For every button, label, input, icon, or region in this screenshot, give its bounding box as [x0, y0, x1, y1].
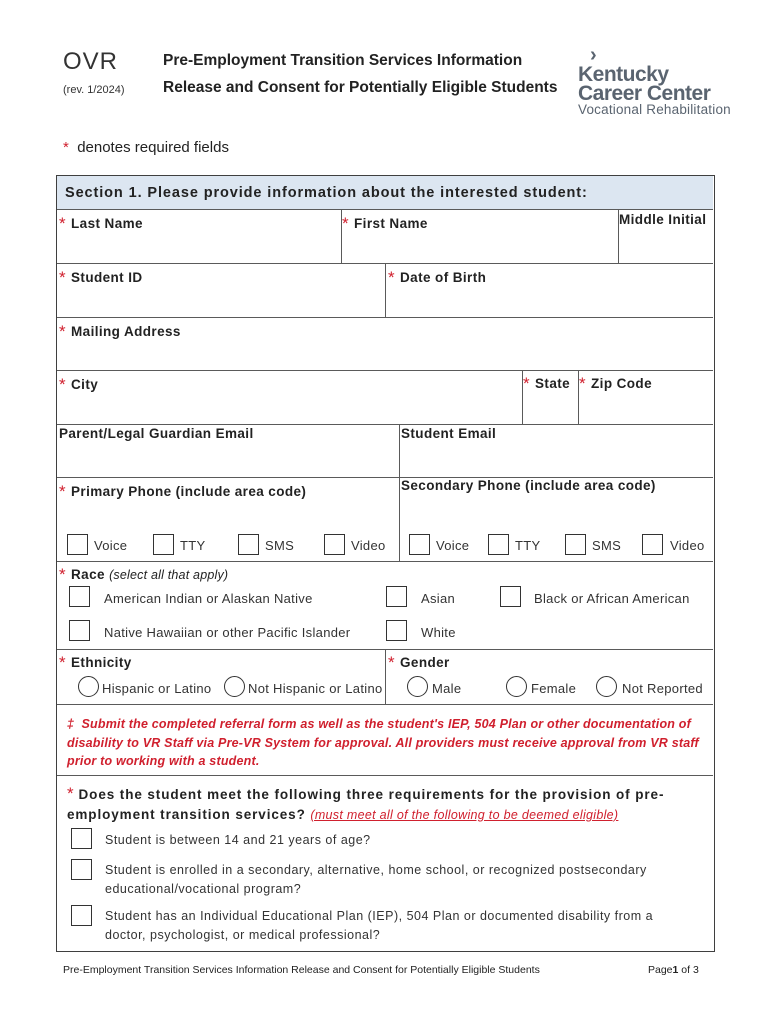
req-enrolled-checkbox[interactable]: [71, 859, 92, 880]
gender-female-radio[interactable]: [506, 676, 527, 697]
required-asterisk: *: [59, 214, 67, 233]
student-info-form: [56, 175, 715, 952]
required-fields-note: [63, 139, 229, 156]
secondary-tty-checkbox[interactable]: [488, 534, 509, 555]
race-pacific-islander-checkbox[interactable]: [69, 620, 90, 641]
secondary-sms-label: SMS: [592, 538, 622, 553]
ethnicity-not-hispanic-label: Not Hispanic or Latino: [248, 681, 383, 696]
gender-female-label: Female: [531, 681, 577, 696]
state-field[interactable]: [523, 371, 579, 425]
required-note-text: denotes required fields: [77, 139, 229, 156]
city-label: City: [71, 377, 99, 392]
city-field[interactable]: [57, 371, 523, 425]
student-id-field[interactable]: [57, 264, 386, 318]
required-asterisk: *: [59, 322, 67, 341]
ethnicity-hispanic-radio[interactable]: [78, 676, 99, 697]
date-of-birth-label: Date of Birth: [400, 270, 487, 285]
gender-not-reported-label: Not Reported: [622, 681, 703, 696]
logo-line1: Kentucky: [578, 63, 669, 86]
primary-sms-checkbox[interactable]: [238, 534, 259, 555]
eligibility-question: [67, 784, 707, 825]
secondary-phone-field[interactable]: [400, 478, 713, 562]
first-name-label: First Name: [354, 216, 428, 231]
race-asian-label: Asian: [421, 591, 456, 606]
req-enrolled-text: Student is enrolled in a secondary, alternative, home school, or recognized postsecondary educational/vocational program?: [105, 863, 647, 896]
required-asterisk: *: [579, 374, 587, 393]
page-number: 1: [672, 964, 679, 976]
guardian-email-field[interactable]: [57, 425, 400, 478]
required-asterisk: *: [523, 374, 531, 393]
race-asian-checkbox[interactable]: [386, 586, 407, 607]
req-age-text: Student is between 14 and 21 years of age?: [105, 833, 371, 847]
primary-phone-label: Primary Phone (include area code): [71, 484, 307, 499]
student-email-label: Student Email: [401, 426, 497, 441]
ethnicity-label: Ethnicity: [71, 655, 132, 670]
first-name-field[interactable]: [342, 210, 619, 264]
gender-not-reported-radio[interactable]: [596, 676, 617, 697]
date-of-birth-field[interactable]: [386, 264, 713, 318]
page-suffix: of 3: [681, 964, 699, 976]
footer-form-title: Pre-Employment Transition Services Information Release and Consent for Potentially Eligible Students: [63, 964, 540, 976]
secondary-voice-checkbox[interactable]: [409, 534, 430, 555]
secondary-video-label: Video: [670, 538, 705, 553]
gender-field: [386, 650, 713, 705]
ethnicity-field: [57, 650, 386, 705]
kentucky-career-center-logo: [578, 44, 748, 120]
form-title-line2: Release and Consent for Potentially Eligible Students: [163, 79, 558, 96]
chevron-right-icon: ›: [590, 44, 597, 66]
gender-label: Gender: [400, 655, 450, 670]
race-field: [57, 562, 713, 650]
state-label: State: [535, 376, 571, 391]
required-asterisk: *: [63, 139, 69, 156]
gender-male-radio[interactable]: [407, 676, 428, 697]
gender-male-label: Male: [432, 681, 462, 696]
primary-tty-checkbox[interactable]: [153, 534, 174, 555]
req-iep-text: Student has an Individual Educational Plan (IEP), 504 Plan or documented disability from a doctor, psychologist, or medical professional?: [105, 909, 654, 942]
middle-initial-field[interactable]: [619, 210, 713, 264]
required-asterisk: *: [59, 268, 67, 287]
primary-voice-checkbox[interactable]: [67, 534, 88, 555]
primary-tty-label: TTY: [180, 538, 206, 553]
required-asterisk: *: [388, 653, 396, 672]
middle-initial-label: Middle Initial: [619, 212, 707, 227]
primary-video-label: Video: [351, 538, 386, 553]
required-asterisk: *: [67, 784, 75, 803]
secondary-voice-label: Voice: [436, 538, 470, 553]
secondary-sms-checkbox[interactable]: [565, 534, 586, 555]
race-label: Race: [71, 567, 105, 582]
page-prefix: Page: [648, 964, 673, 976]
required-asterisk: *: [342, 214, 350, 233]
form-code: OVR: [63, 48, 119, 75]
logo-line2: Career Center: [578, 82, 711, 105]
required-asterisk: *: [59, 375, 67, 394]
form-title: [163, 47, 557, 101]
race-hint: (select all that apply): [109, 568, 229, 582]
required-asterisk: *: [59, 565, 67, 584]
eligibility-note: (must meet all of the following to be deemed eligible): [310, 808, 619, 822]
zip-code-field[interactable]: [579, 371, 713, 425]
required-asterisk: *: [59, 653, 67, 672]
secondary-phone-label: Secondary Phone (include area code): [401, 478, 656, 493]
race-white-checkbox[interactable]: [386, 620, 407, 641]
primary-phone-field[interactable]: [57, 478, 400, 562]
primary-voice-label: Voice: [94, 538, 128, 553]
race-black-checkbox[interactable]: [500, 586, 521, 607]
section1-title: Section 1. Please provide information about the interested student:: [65, 185, 588, 201]
primary-sms-label: SMS: [265, 538, 295, 553]
race-pacific-islander-label: Native Hawaiian or other Pacific Islander: [104, 625, 351, 640]
student-id-label: Student ID: [71, 270, 143, 285]
form-revision: (rev. 1/2024): [63, 84, 125, 96]
ethnicity-not-hispanic-radio[interactable]: [224, 676, 245, 697]
race-american-indian-label: American Indian or Alaskan Native: [104, 591, 313, 606]
last-name-label: Last Name: [71, 216, 143, 231]
race-american-indian-checkbox[interactable]: [69, 586, 90, 607]
form-title-line1: Pre-Employment Transition Services Information: [163, 52, 523, 69]
secondary-video-checkbox[interactable]: [642, 534, 663, 555]
mailing-address-field[interactable]: [57, 318, 713, 371]
section1-header: [57, 176, 713, 210]
race-white-label: White: [421, 625, 456, 640]
last-name-field[interactable]: [57, 210, 342, 264]
logo-line3: Vocational Rehabilitation: [578, 102, 731, 117]
required-asterisk: *: [59, 482, 67, 501]
double-dagger-icon: ‡: [67, 717, 75, 731]
guardian-email-label: Parent/Legal Guardian Email: [59, 426, 254, 441]
req-age-checkbox[interactable]: [71, 828, 92, 849]
zip-code-label: Zip Code: [591, 376, 652, 391]
req-iep-checkbox[interactable]: [71, 905, 92, 926]
submission-notice: [67, 715, 707, 771]
page-indicator: [648, 964, 699, 976]
race-black-label: Black or African American: [534, 591, 690, 606]
secondary-tty-label: TTY: [515, 538, 541, 553]
mailing-address-label: Mailing Address: [71, 324, 181, 339]
notice-text: Submit the completed referral form as well as the student's IEP, 504 Plan or other documentation of disability to VR Staff via Pre-VR System for approval. All providers must receive approval from VR staff prior to working with a student.: [67, 717, 699, 768]
ethnicity-hispanic-label: Hispanic or Latino: [102, 681, 212, 696]
student-email-field[interactable]: [400, 425, 713, 478]
eligibility-question-text: Does the student meet the following three requirements for the provision of pre-employment transition services?: [67, 787, 665, 822]
primary-video-checkbox[interactable]: [324, 534, 345, 555]
required-asterisk: *: [388, 268, 396, 287]
